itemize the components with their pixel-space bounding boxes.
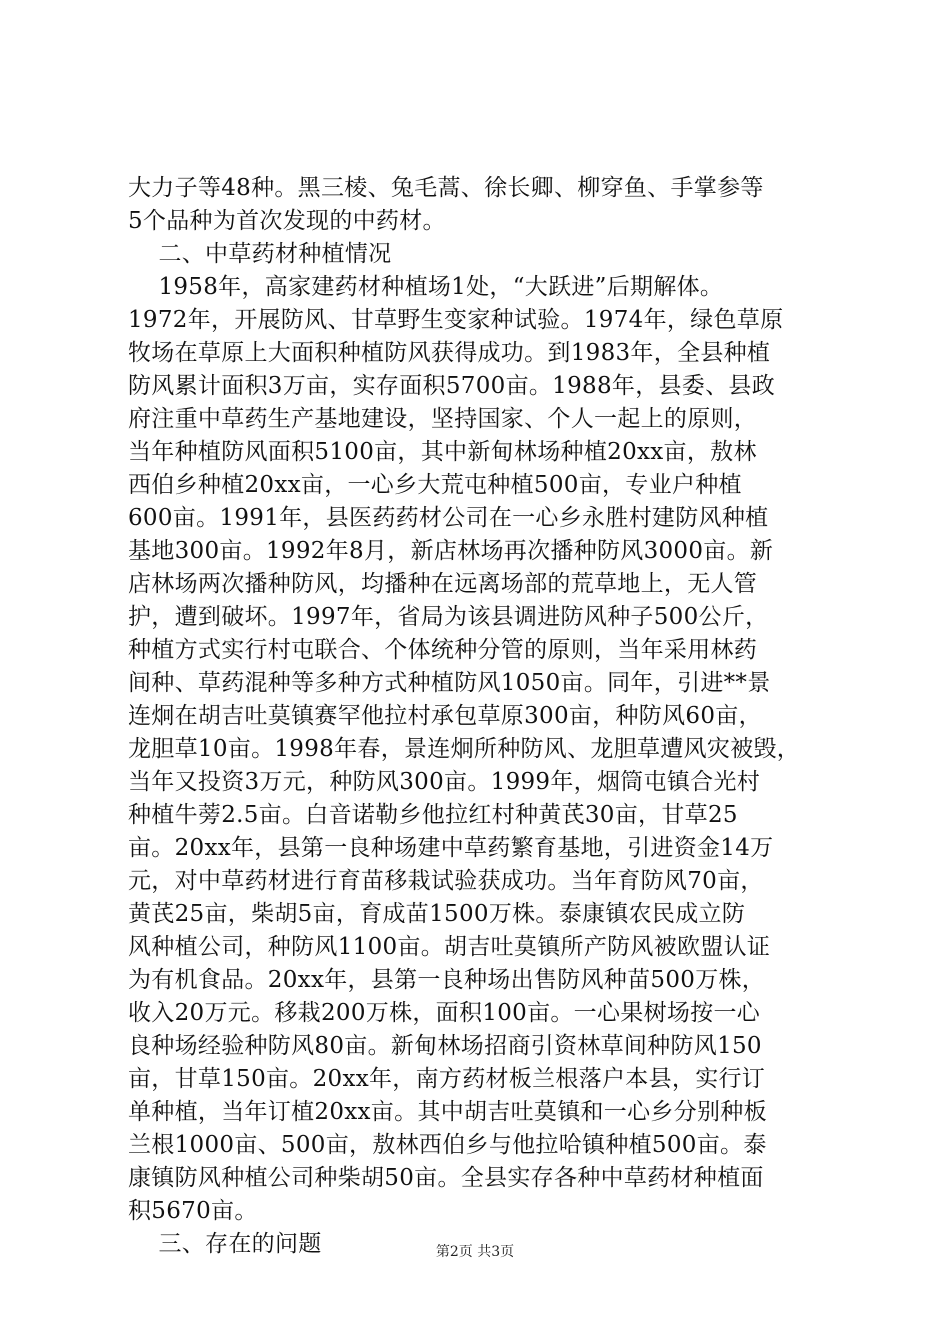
text-line: 大力子等48种。黑三棱、兔毛蒿、徐长卿、柳穿鱼、手掌参等 bbox=[128, 175, 764, 201]
text-line: 1958年，高家建药材种植场1处，“大跃进”后期解体。 bbox=[128, 274, 724, 300]
text-line: 西伯乡种植20xx亩，一心乡大荒屯种植500亩，专业户种植 bbox=[128, 472, 742, 498]
text-line: 风种植公司，种防风1100亩。胡吉吐莫镇所产防风被欧盟认证 bbox=[128, 934, 771, 960]
text-line: 兰根1000亩、500亩，敖林西伯乡与他拉哈镇种植500亩。泰 bbox=[128, 1132, 767, 1158]
text-line: 龙胆草10亩。1998年春，景连炯所种防风、龙胆草遭风灾被毁， bbox=[128, 736, 801, 762]
text-line: 间种、草药混种等多种方式种植防风1050亩。同年，引进**景 bbox=[128, 670, 771, 696]
text-line: 为有机食品。20xx年，县第一良种场出售防风种苗500万株， bbox=[128, 967, 766, 993]
section-heading: 三、存在的问题 bbox=[128, 1231, 322, 1257]
document-body bbox=[128, 172, 840, 1261]
text-line: 牧场在草原上大面积种植防风获得成功。到1983年，全县种植 bbox=[128, 340, 771, 366]
text-line: 1972年，开展防风、甘草野生变家种试验。1974年，绿色草原 bbox=[128, 307, 784, 333]
text-line: 康镇防风种植公司种柴胡50亩。全县实存各种中草药材种植面 bbox=[128, 1165, 764, 1191]
text-line: 亩，甘草150亩。20xx年，南方药材板兰根落户本县，实行订 bbox=[128, 1066, 766, 1092]
text-line: 护，遭到破坏。1997年，省局为该县调进防风种子500公斤， bbox=[128, 604, 769, 630]
text-line: 当年又投资3万元，种防风300亩。1999年，烟筒屯镇合光村 bbox=[128, 769, 761, 795]
text-line: 收入20万元。移栽200万株，面积100亩。一心果树场按一心 bbox=[128, 1000, 761, 1026]
text-line: 600亩。1991年，县医药药材公司在一心乡永胜村建防风种植 bbox=[128, 505, 769, 531]
section-heading: 二、中草药材种植情况 bbox=[128, 241, 392, 267]
text-line: 府注重中草药生产基地建设，坚持国家、个人一起上的原则， bbox=[128, 406, 758, 432]
text-line: 积5670亩。 bbox=[128, 1198, 258, 1224]
text-line: 种植方式实行村屯联合、个体统种分管的原则，当年采用林药 bbox=[128, 637, 758, 663]
page-footer bbox=[0, 1242, 950, 1262]
text-line: 店林场两次播种防风，均播种在远离场部的荒草地上，无人管 bbox=[128, 571, 758, 597]
text-line: 当年种植防风面积5100亩，其中新甸林场种植20xx亩，敖林 bbox=[128, 439, 757, 465]
text-line: 元，对中草药材进行育苗移栽试验获成功。当年育防风70亩， bbox=[128, 868, 764, 894]
page-number-label: 第2页 共3页 bbox=[435, 1244, 515, 1260]
text-line: 黄芪25亩，柴胡5亩，育成苗1500万株。泰康镇农民成立防 bbox=[128, 901, 746, 927]
text-line: 基地300亩。1992年8月，新店林场再次播种防风3000亩。新 bbox=[128, 538, 774, 564]
text-line: 防风累计面积3万亩，实存面积5700亩。1988年，县委、县政 bbox=[128, 373, 775, 399]
text-line: 单种植，当年订植20xx亩。其中胡吉吐莫镇和一心乡分别种板 bbox=[128, 1099, 767, 1125]
text-line: 亩。20xx年，县第一良种场建中草药繁育基地，引进资金14万 bbox=[128, 835, 774, 861]
text-line: 5个品种为首次发现的中药材。 bbox=[128, 208, 446, 234]
text-line: 良种场经验种防风80亩。新甸林场招商引资林草间种防风150 bbox=[128, 1033, 762, 1059]
text-line: 种植牛蒡2.5亩。白音诺勒乡他拉红村种黄芪30亩，甘草25 bbox=[128, 802, 738, 828]
text-line: 连炯在胡吉吐莫镇赛罕他拉村承包草原300亩，种防风60亩， bbox=[128, 703, 762, 729]
